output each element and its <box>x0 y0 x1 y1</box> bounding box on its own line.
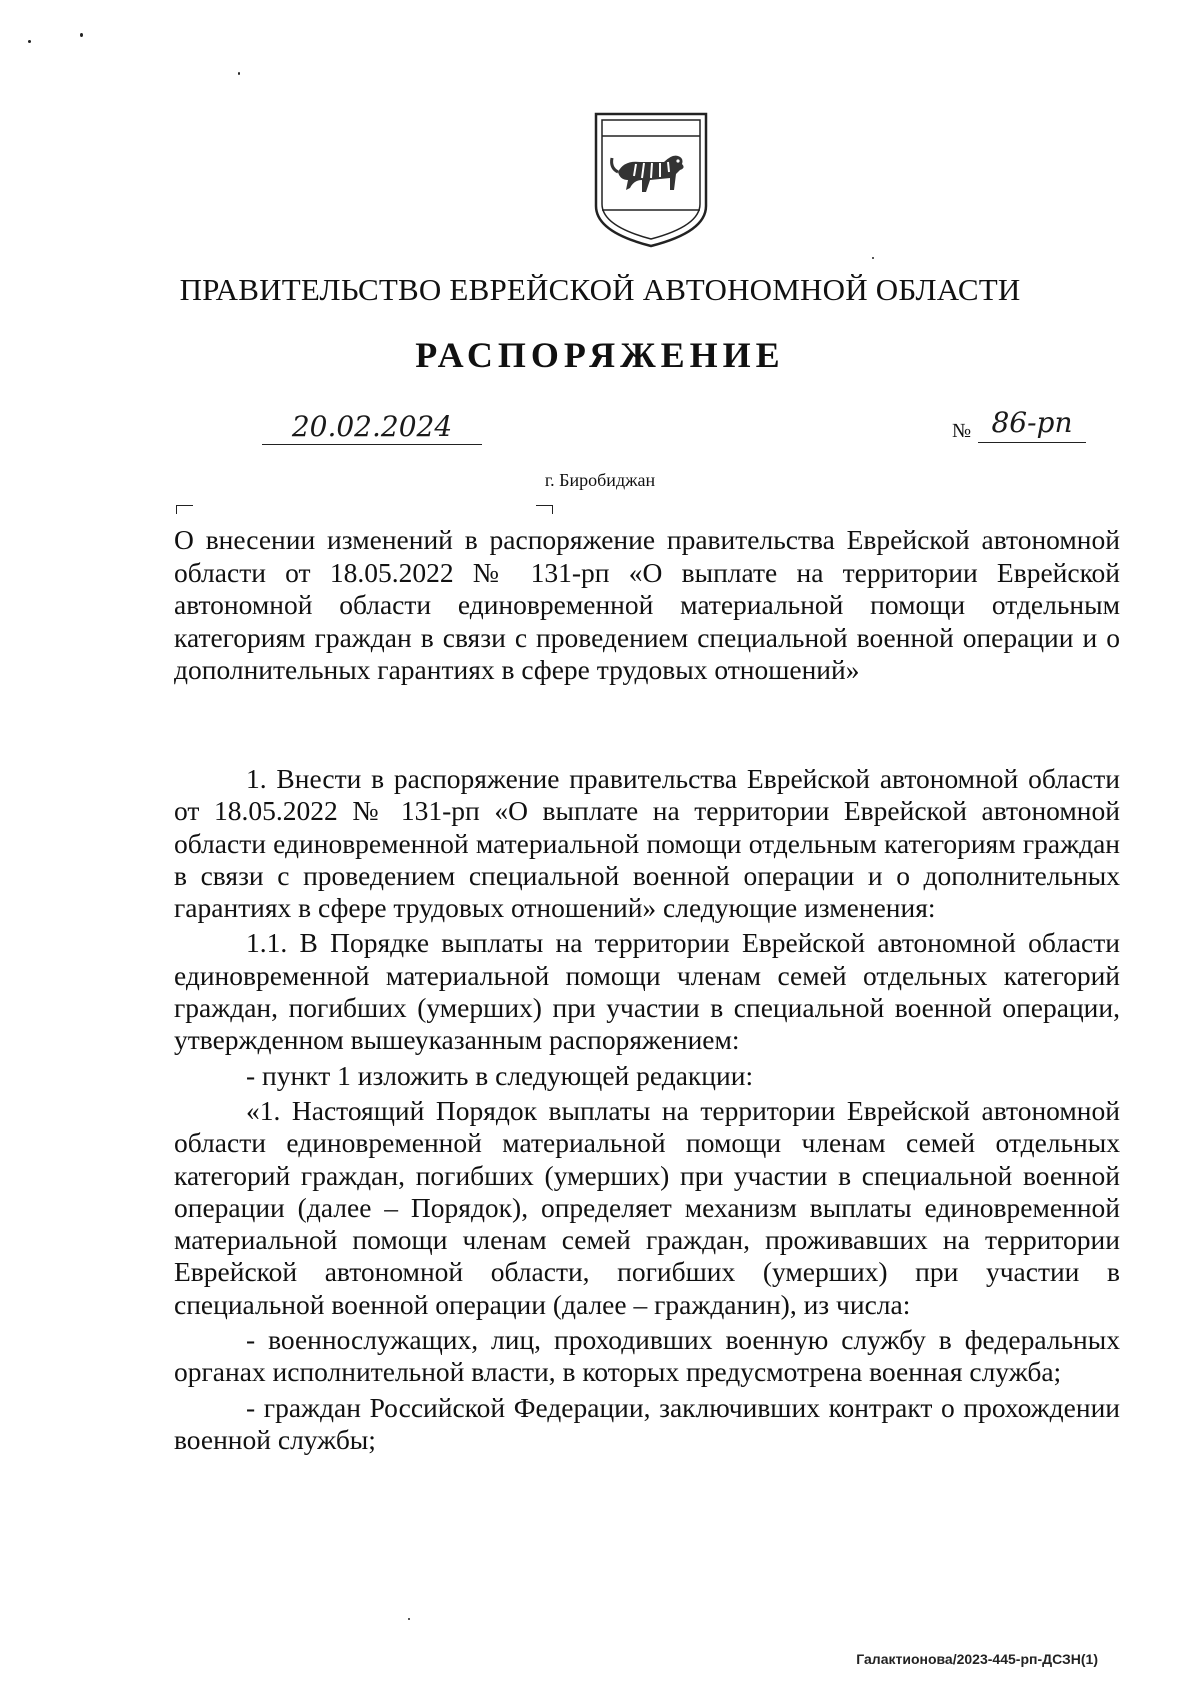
scan-speck <box>28 40 31 43</box>
scan-speck <box>80 33 83 37</box>
document-body <box>174 763 1120 1459</box>
document-type-heading: РАСПОРЯЖЕНИЕ <box>415 335 785 375</box>
government-title: ПРАВИТЕЛЬСТВО ЕВРЕЙСКОЙ АВТОНОМНОЙ ОБЛАСТИ <box>179 272 1021 307</box>
scan-speck <box>872 257 874 259</box>
body-paragraph: 1. Внести в распоряжение правительства Еврейской автономной области от 18.05.2022 № 131-рп «О выплате на территории Еврейской автономной области единовременной материальной помощи отдельным категориям граждан в связи с проведением специальной военной операции и о дополнительных гарантиях в сфере трудовых отношений» следующие изменения: <box>174 763 1120 924</box>
scan-speck <box>408 1618 410 1620</box>
body-paragraph: - пункт 1 изложить в следующей редакции: <box>246 1059 754 1091</box>
number-label: № <box>952 420 972 442</box>
handwritten-document-number: 86-рп <box>978 404 1086 443</box>
coat-of-arms-tiger-icon <box>590 110 712 250</box>
body-paragraph: 1.1. В Порядке выплаты на территории Еврейской автономной области единовременной материальной помощи членам семей отдельных категорий граждан, погибших (умерших) при участии в специальной военной операции, утвержденном вышеуказанным распоряжением: <box>174 927 1120 1056</box>
city-name: г. Биробиджан <box>544 470 656 490</box>
subject-bracket-left <box>176 505 193 514</box>
body-paragraph: - военнослужащих, лиц, проходивших военную службу в федеральных органах исполнительной власти, в которых предусмотрена военная служба; <box>174 1324 1120 1388</box>
document-subject: О внесении изменений в распоряжение правительства Еврейской автономной области от 18.05.2022 № 131-рп «О выплате на территории Еврейской автономной области единовременной материальной помощи отдельным категориям граждан в связи с проведением специальной военной операции и о дополнительных гарантиях в сфере трудовых отношений» <box>174 524 1120 685</box>
footer-reference: Галактионова/2023-445-рп-ДСЗН(1) <box>856 1651 1098 1667</box>
body-paragraph: - граждан Российской Федерации, заключивших контракт о прохождении военной службы; <box>174 1391 1120 1455</box>
subject-bracket-right <box>536 505 553 514</box>
handwritten-date: 20.02.2024 <box>262 410 482 445</box>
scan-speck <box>238 72 240 75</box>
body-paragraph: «1. Настоящий Порядок выплаты на территории Еврейской автономной области единовременной материальной помощи членам семей отдельных категорий граждан, погибших (умерших) при участии в специальной военной операции (далее – Порядок), определяет механизм выплаты единовременной материальной помощи членам семей граждан, проживавших на территории Еврейской автономной области, погибших (умерших) при участии в специальной военной операции (далее – гражданин), из числа: <box>174 1094 1120 1320</box>
